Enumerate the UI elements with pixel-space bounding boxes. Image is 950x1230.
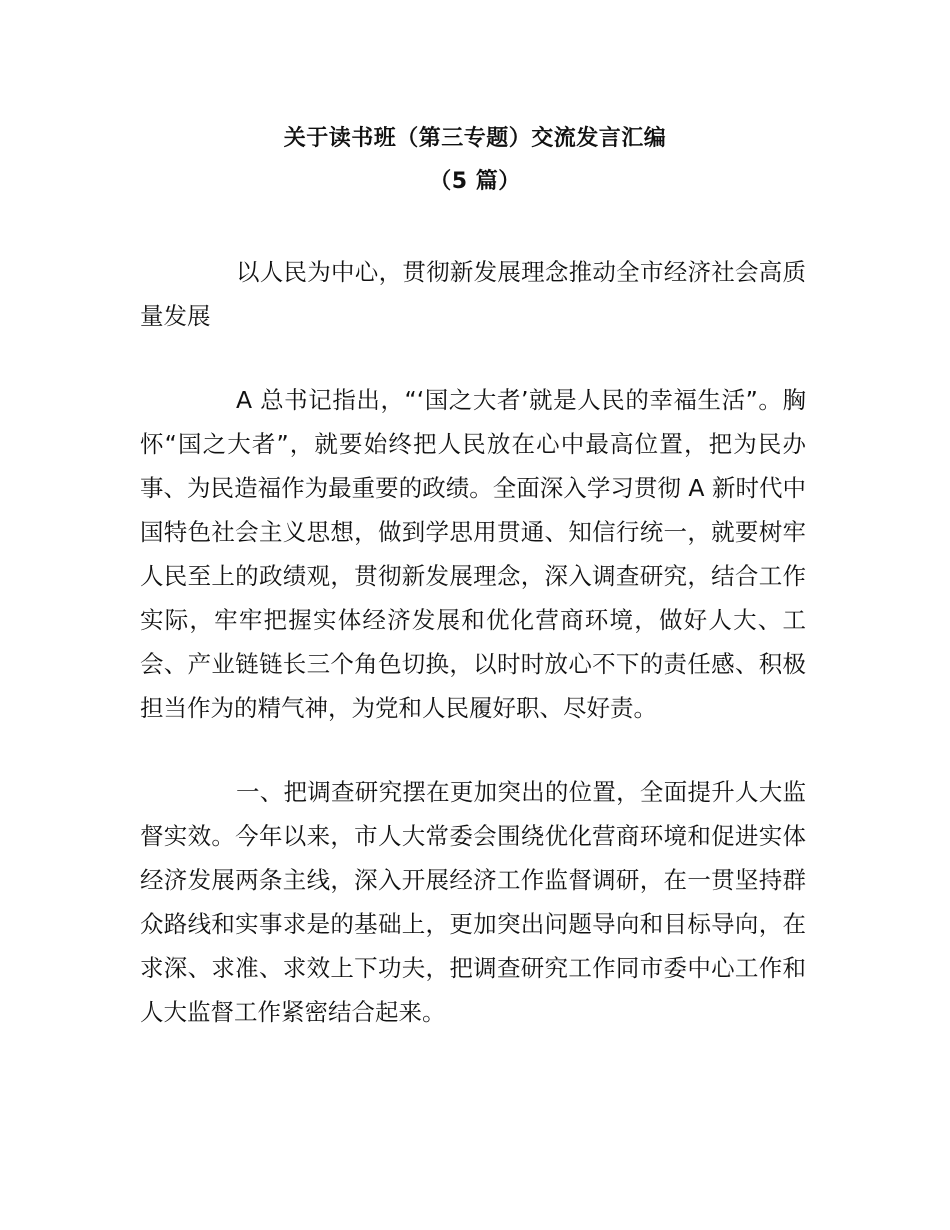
paragraph-section-one: 一、把调查研究摆在更加突出的位置，全面提升人大监督实效。今年以来，市人大常委会围绕优化营商环境和促进实体经济发展两条主线，深入开展经济工作监督调研，在一贯坚持群众路线和实事求是的基础上，更加突出问题导向和目标导向，在求深、求准、求效上下功夫，把调查研究工作同市委中心工作和人大监督工作紧密结合起来。 <box>140 778 806 1026</box>
document-title: 关于读书班（第三专题）交流发言汇编 <box>283 126 667 151</box>
paragraph-heading: 以人民为中心，贯彻新发展理念推动全市经济社会高质量发展 <box>140 258 806 330</box>
paragraph-intro: A 总书记指出，“‘国之大者’就是人民的幸福生活”。胸怀“国之大者”，就要始终把人民放在心中最高位置，把为民办事、为民造福作为最重要的政绩。全面深入学习贯彻 A 新时代中国特色社会主义思想，做到学思用贯通、知信行统一，就要树牢人民至上的政绩观，贯彻新发展理念，深入调查研究，结合工作实际，牢牢把握实体经济发展和优化营商环境，做好人大、工会、产业链链长三个角色切换，以时时放心不下的责任感、积极担当作为的精气神，为党和人民履好职、尽好责。 <box>140 386 806 722</box>
document-subtitle: （5 篇） <box>429 169 521 194</box>
